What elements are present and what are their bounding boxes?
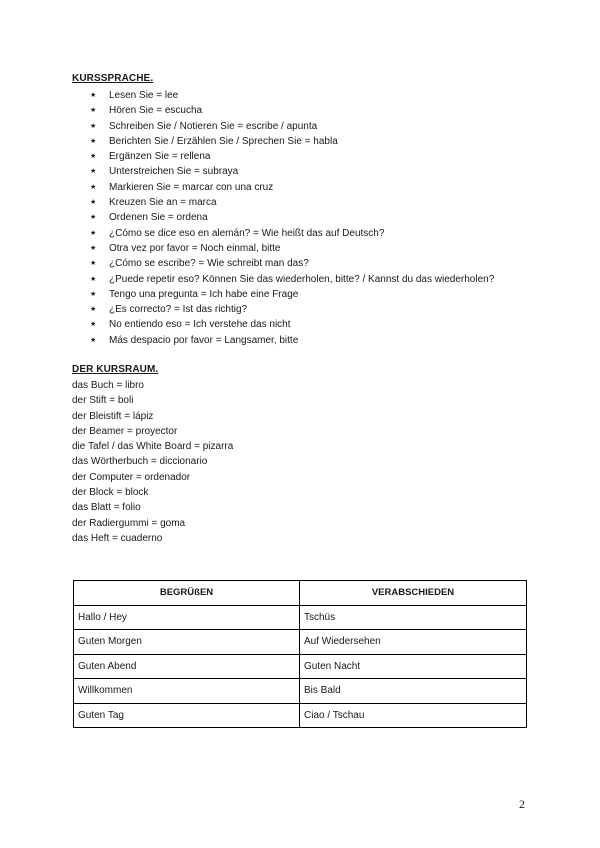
star-bullet-icon: ★	[90, 168, 97, 176]
list-item: das Wörtherbuch = diccionario	[72, 456, 208, 468]
table-cell: Hallo / Hey	[74, 605, 300, 630]
list-item: ★ Unterstreichen Sie = subraya	[90, 164, 494, 179]
table-header-row	[74, 581, 527, 606]
table-cell: Guten Morgen	[74, 630, 300, 655]
star-bullet-icon: ★	[90, 122, 97, 130]
table-row	[74, 605, 527, 630]
table-row	[74, 630, 527, 655]
star-bullet-icon: ★	[90, 260, 97, 268]
list-item: der Stift = boli	[72, 395, 134, 407]
star-bullet-icon: ★	[90, 153, 97, 161]
list-item: der Bleistift = lápiz	[72, 410, 154, 422]
table-cell: Willkommen	[74, 679, 300, 704]
star-bullet-icon: ★	[90, 92, 97, 99]
star-bullet-icon: ★	[90, 290, 97, 298]
star-bullet-icon: ★	[90, 214, 97, 222]
table-row	[74, 654, 527, 679]
list-item: ★ Ergänzen Sie = rellena	[90, 149, 494, 164]
star-bullet-icon: ★	[90, 107, 97, 115]
star-bullet-icon: ★	[90, 199, 97, 207]
list-item: ★ Ordenen Sie = ordena	[90, 210, 494, 225]
list-item: der Beamer = proyector	[72, 425, 178, 437]
table-cell: Guten Tag	[74, 703, 300, 728]
list-item: der Radiergummi = goma	[72, 517, 186, 529]
list-item: ★ Hören Sie = escucha	[90, 103, 494, 118]
table-cell: Guten Abend	[74, 654, 300, 679]
table-cell: Tschüs	[300, 605, 527, 630]
kurssprache-list	[90, 88, 494, 348]
star-bullet-icon: ★	[90, 137, 97, 145]
star-bullet-icon: ★	[90, 275, 97, 283]
list-item: der Computer = ordenador	[72, 471, 191, 483]
list-item: ★ Lesen Sie = lee	[90, 88, 494, 103]
star-bullet-icon: ★	[90, 336, 97, 344]
list-item: das Buch = libro	[72, 380, 144, 391]
star-bullet-icon: ★	[90, 321, 97, 329]
star-bullet-icon: ★	[90, 244, 97, 252]
table-cell: Guten Nacht	[300, 654, 527, 679]
kursraum-list	[72, 378, 233, 546]
list-item: ★ ¿Puede repetir eso? Können Sie das wiederholen, bitte? / Kannst du das wiederholen?	[90, 272, 494, 287]
list-item: ★ Markieren Sie = marcar con una cruz	[90, 180, 494, 195]
star-bullet-icon: ★	[90, 229, 97, 237]
list-item: ★ ¿Cómo se escribe? = Wie schreibt man das?	[90, 256, 494, 271]
section-heading-kurssprache: KURSSPRACHE.	[72, 73, 154, 84]
star-bullet-icon: ★	[90, 183, 97, 191]
list-item: ★ No entiendo eso = Ich verstehe das nicht	[90, 317, 494, 332]
header-verabschieden: VERABSCHIEDEN	[300, 581, 527, 606]
list-item: ★ Más despacio por favor = Langsamer, bitte	[90, 333, 494, 348]
list-item: das Heft = cuaderno	[72, 532, 163, 544]
list-item: der Block = block	[72, 487, 149, 499]
section-heading-kursraum: DER KURSRAUM.	[72, 364, 159, 375]
page-number: 2	[519, 797, 525, 811]
table-cell: Auf Wiedersehen	[300, 630, 527, 655]
list-item: die Tafel / das White Board = pizarra	[72, 441, 234, 453]
list-item: ★ Berichten Sie / Erzählen Sie / Sprechen Sie = habla	[90, 134, 494, 149]
star-bullet-icon: ★	[90, 306, 97, 314]
list-item: ★ Schreiben Sie / Notieren Sie = escribe / apunta	[90, 119, 494, 134]
list-item: ★ Kreuzen Sie an = marca	[90, 195, 494, 210]
table-row	[74, 703, 527, 728]
header-begruessen: BEGRÜßEN	[74, 581, 300, 606]
greetings-table	[73, 580, 527, 728]
list-item: ★ ¿Es correcto? = Ist das richtig?	[90, 302, 494, 317]
list-item: ★ Otra vez por favor = Noch einmal, bitte	[90, 241, 494, 256]
table-row	[74, 679, 527, 704]
table-cell: Ciao / Tschau	[300, 703, 527, 728]
table-cell: Bis Bald	[300, 679, 527, 704]
list-item: ★ ¿Cómo se dice eso en alemán? = Wie heißt das auf Deutsch?	[90, 226, 494, 241]
list-item: ★ Tengo una pregunta = Ich habe eine Frage	[90, 287, 494, 302]
list-item: das Blatt = folio	[72, 502, 141, 514]
